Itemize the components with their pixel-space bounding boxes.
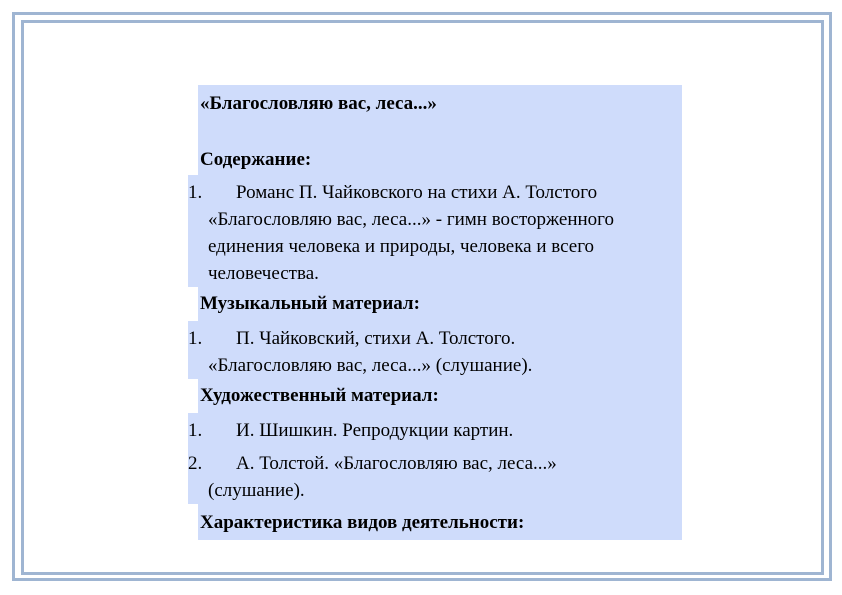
list-line: «Благословляю вас, леса...» (слушание). — [208, 355, 533, 376]
list-line: Романс П. Чайковского на стихи А. Толстого — [236, 182, 598, 203]
list-line: «Благословляю вас, леса...» - гимн восторженного — [208, 209, 614, 230]
music-heading-band — [198, 287, 682, 321]
slide-text-block — [188, 85, 682, 540]
list-item — [188, 413, 682, 446]
list-item — [188, 446, 682, 504]
list-number: 2. — [188, 453, 203, 474]
list-line: А. Толстой. «Благословляю вас, леса...» — [236, 453, 557, 474]
list-number: 1. — [188, 420, 203, 441]
list-item — [188, 321, 682, 379]
activity-heading: Характеристика видов деятельности: — [200, 512, 525, 533]
slide-title: «Благословляю вас, леса...» — [200, 93, 437, 114]
list-line: единения человека и природы, человека и всего — [208, 236, 595, 257]
list-item — [188, 175, 682, 287]
art-heading-band — [198, 379, 682, 413]
art-heading: Художественный материал: — [200, 385, 439, 406]
content-heading: Содержание: — [200, 149, 312, 170]
list-number: 1. — [188, 328, 203, 349]
activity-heading-band — [198, 504, 682, 540]
list-line: П. Чайковский, стихи А. Толстого. — [236, 328, 516, 349]
list-number: 1. — [188, 182, 203, 203]
list-line: И. Шишкин. Репродукции картин. — [236, 420, 514, 441]
list-line: человечества. — [208, 263, 319, 284]
music-heading: Музыкальный материал: — [200, 293, 420, 314]
title-band — [198, 85, 682, 175]
list-line: (слушание). — [208, 480, 305, 501]
